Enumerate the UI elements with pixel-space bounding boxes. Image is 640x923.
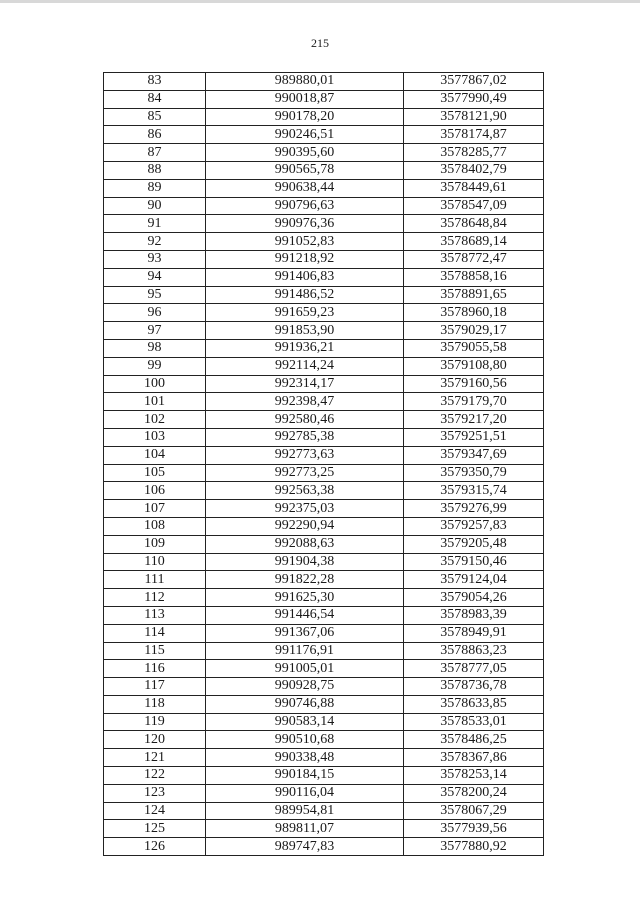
point-number-cell: 118 [104,695,206,713]
table-row [104,428,544,446]
table-row [104,322,544,340]
table-row [104,215,544,233]
y-coordinate-cell: 3577990,49 [404,90,544,108]
point-number-cell: 105 [104,464,206,482]
x-coordinate-cell: 992290,94 [206,517,404,535]
y-coordinate-cell: 3577939,56 [404,820,544,838]
y-coordinate-cell: 3578648,84 [404,215,544,233]
table-row [104,197,544,215]
x-coordinate-cell: 992375,03 [206,500,404,518]
x-coordinate-cell: 990184,15 [206,767,404,785]
point-number-cell: 120 [104,731,206,749]
point-number-cell: 109 [104,535,206,553]
y-coordinate-cell: 3578891,65 [404,286,544,304]
x-coordinate-cell: 991853,90 [206,322,404,340]
x-coordinate-cell: 992114,24 [206,357,404,375]
point-number-cell: 103 [104,428,206,446]
y-coordinate-cell: 3579179,70 [404,393,544,411]
x-coordinate-cell: 991446,54 [206,606,404,624]
table-row [104,767,544,785]
y-coordinate-cell: 3578858,16 [404,268,544,286]
point-number-cell: 84 [104,90,206,108]
table-row [104,624,544,642]
x-coordinate-cell: 992773,63 [206,446,404,464]
table-row [104,73,544,91]
y-coordinate-cell: 3578949,91 [404,624,544,642]
x-coordinate-cell: 992773,25 [206,464,404,482]
y-coordinate-cell: 3579315,74 [404,482,544,500]
x-coordinate-cell: 991822,28 [206,571,404,589]
page-top-edge [0,0,640,3]
point-number-cell: 102 [104,411,206,429]
table-row [104,553,544,571]
x-coordinate-cell: 990638,44 [206,179,404,197]
table-row [104,304,544,322]
y-coordinate-cell: 3578983,39 [404,606,544,624]
point-number-cell: 100 [104,375,206,393]
point-number-cell: 98 [104,339,206,357]
table-row [104,108,544,126]
y-coordinate-cell: 3577880,92 [404,838,544,856]
coordinates-table [103,72,544,856]
y-coordinate-cell: 3579350,79 [404,464,544,482]
point-number-cell: 101 [104,393,206,411]
point-number-cell: 125 [104,820,206,838]
y-coordinate-cell: 3579054,26 [404,589,544,607]
x-coordinate-cell: 991486,52 [206,286,404,304]
x-coordinate-cell: 990928,75 [206,678,404,696]
x-coordinate-cell: 990338,48 [206,749,404,767]
y-coordinate-cell: 3579251,51 [404,428,544,446]
x-coordinate-cell: 990565,78 [206,161,404,179]
coordinates-table-body [104,73,544,856]
table-row [104,749,544,767]
x-coordinate-cell: 989747,83 [206,838,404,856]
y-coordinate-cell: 3578402,79 [404,161,544,179]
point-number-cell: 90 [104,197,206,215]
x-coordinate-cell: 991406,83 [206,268,404,286]
y-coordinate-cell: 3579257,83 [404,517,544,535]
point-number-cell: 93 [104,250,206,268]
y-coordinate-cell: 3578633,85 [404,695,544,713]
x-coordinate-cell: 992398,47 [206,393,404,411]
x-coordinate-cell: 989811,07 [206,820,404,838]
y-coordinate-cell: 3578736,78 [404,678,544,696]
table-row [104,482,544,500]
point-number-cell: 95 [104,286,206,304]
point-number-cell: 87 [104,144,206,162]
table-row [104,161,544,179]
table-row [104,678,544,696]
table-row [104,660,544,678]
y-coordinate-cell: 3578772,47 [404,250,544,268]
point-number-cell: 108 [104,517,206,535]
y-coordinate-cell: 3577867,02 [404,73,544,91]
x-coordinate-cell: 989954,81 [206,802,404,820]
point-number-cell: 91 [104,215,206,233]
y-coordinate-cell: 3579276,99 [404,500,544,518]
x-coordinate-cell: 992563,38 [206,482,404,500]
y-coordinate-cell: 3579205,48 [404,535,544,553]
table-row [104,411,544,429]
x-coordinate-cell: 991005,01 [206,660,404,678]
y-coordinate-cell: 3579124,04 [404,571,544,589]
point-number-cell: 86 [104,126,206,144]
point-number-cell: 89 [104,179,206,197]
point-number-cell: 119 [104,713,206,731]
x-coordinate-cell: 991904,38 [206,553,404,571]
x-coordinate-cell: 990796,63 [206,197,404,215]
table-row [104,695,544,713]
table-row [104,784,544,802]
y-coordinate-cell: 3579150,46 [404,553,544,571]
point-number-cell: 110 [104,553,206,571]
point-number-cell: 104 [104,446,206,464]
table-row [104,250,544,268]
table-row [104,233,544,251]
table-row [104,838,544,856]
x-coordinate-cell: 990976,36 [206,215,404,233]
x-coordinate-cell: 991176,91 [206,642,404,660]
table-row [104,126,544,144]
x-coordinate-cell: 990583,14 [206,713,404,731]
x-coordinate-cell: 989880,01 [206,73,404,91]
point-number-cell: 114 [104,624,206,642]
point-number-cell: 123 [104,784,206,802]
table-row [104,464,544,482]
table-row [104,820,544,838]
x-coordinate-cell: 990395,60 [206,144,404,162]
x-coordinate-cell: 991659,23 [206,304,404,322]
table-row [104,571,544,589]
table-row [104,90,544,108]
y-coordinate-cell: 3579055,58 [404,339,544,357]
y-coordinate-cell: 3579347,69 [404,446,544,464]
table-row [104,375,544,393]
point-number-cell: 94 [104,268,206,286]
y-coordinate-cell: 3578533,01 [404,713,544,731]
y-coordinate-cell: 3579160,56 [404,375,544,393]
y-coordinate-cell: 3578174,87 [404,126,544,144]
x-coordinate-cell: 992580,46 [206,411,404,429]
point-number-cell: 96 [104,304,206,322]
point-number-cell: 116 [104,660,206,678]
y-coordinate-cell: 3578121,90 [404,108,544,126]
table-row [104,357,544,375]
x-coordinate-cell: 990246,51 [206,126,404,144]
point-number-cell: 122 [104,767,206,785]
x-coordinate-cell: 991625,30 [206,589,404,607]
table-row [104,179,544,197]
y-coordinate-cell: 3579108,80 [404,357,544,375]
point-number-cell: 126 [104,838,206,856]
point-number-cell: 117 [104,678,206,696]
table-row [104,500,544,518]
point-number-cell: 115 [104,642,206,660]
point-number-cell: 106 [104,482,206,500]
y-coordinate-cell: 3578449,61 [404,179,544,197]
x-coordinate-cell: 990018,87 [206,90,404,108]
table-row [104,268,544,286]
page-number: 215 [311,36,329,50]
point-number-cell: 83 [104,73,206,91]
x-coordinate-cell: 991052,83 [206,233,404,251]
x-coordinate-cell: 990178,20 [206,108,404,126]
point-number-cell: 113 [104,606,206,624]
x-coordinate-cell: 990746,88 [206,695,404,713]
x-coordinate-cell: 990510,68 [206,731,404,749]
x-coordinate-cell: 990116,04 [206,784,404,802]
y-coordinate-cell: 3578547,09 [404,197,544,215]
y-coordinate-cell: 3578285,77 [404,144,544,162]
y-coordinate-cell: 3578777,05 [404,660,544,678]
y-coordinate-cell: 3578367,86 [404,749,544,767]
point-number-cell: 107 [104,500,206,518]
y-coordinate-cell: 3578960,18 [404,304,544,322]
point-number-cell: 88 [104,161,206,179]
x-coordinate-cell: 992785,38 [206,428,404,446]
x-coordinate-cell: 991936,21 [206,339,404,357]
point-number-cell: 99 [104,357,206,375]
table-row [104,535,544,553]
x-coordinate-cell: 992314,17 [206,375,404,393]
point-number-cell: 121 [104,749,206,767]
y-coordinate-cell: 3578486,25 [404,731,544,749]
x-coordinate-cell: 991367,06 [206,624,404,642]
table-row [104,606,544,624]
y-coordinate-cell: 3579029,17 [404,322,544,340]
table-row [104,713,544,731]
point-number-cell: 85 [104,108,206,126]
table-row [104,286,544,304]
y-coordinate-cell: 3578200,24 [404,784,544,802]
table-row [104,589,544,607]
y-coordinate-cell: 3578863,23 [404,642,544,660]
table-row [104,642,544,660]
point-number-cell: 92 [104,233,206,251]
table-row [104,802,544,820]
y-coordinate-cell: 3578253,14 [404,767,544,785]
y-coordinate-cell: 3578689,14 [404,233,544,251]
point-number-cell: 111 [104,571,206,589]
table-row [104,731,544,749]
point-number-cell: 124 [104,802,206,820]
point-number-cell: 97 [104,322,206,340]
x-coordinate-cell: 991218,92 [206,250,404,268]
y-coordinate-cell: 3578067,29 [404,802,544,820]
point-number-cell: 112 [104,589,206,607]
table-row [104,339,544,357]
x-coordinate-cell: 992088,63 [206,535,404,553]
table-row [104,393,544,411]
table-row [104,517,544,535]
table-row [104,446,544,464]
y-coordinate-cell: 3579217,20 [404,411,544,429]
table-row [104,144,544,162]
